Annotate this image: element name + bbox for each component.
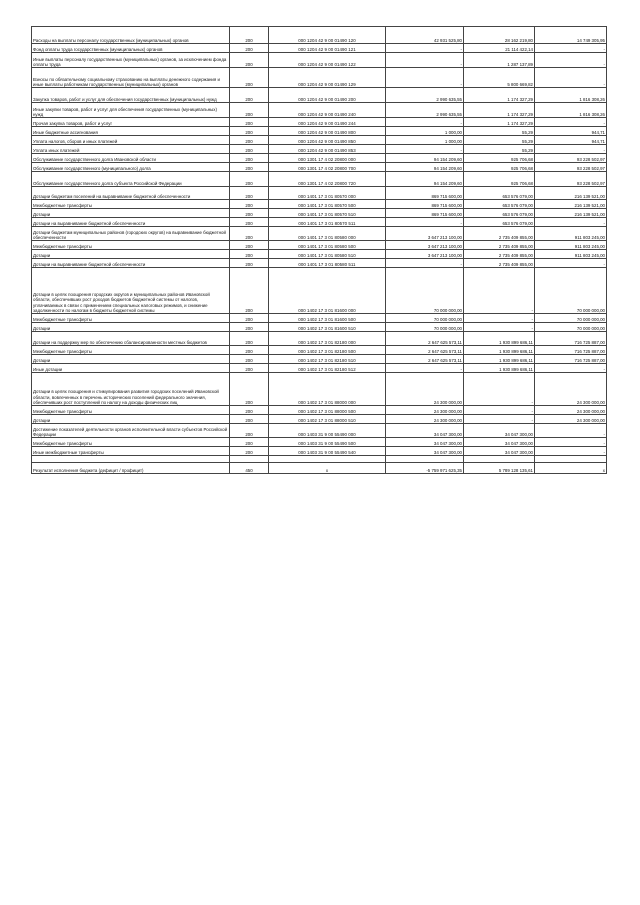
row-code-cell: 200 — [230, 268, 269, 314]
row-name-cell: Межбюджетные трансферты — [32, 200, 230, 209]
row-approved-cell: 2 990 635,55 — [386, 88, 464, 103]
row-name-cell: Дотации — [32, 323, 230, 332]
row-approved-cell: 2 990 635,55 — [386, 103, 464, 118]
row-code-cell: 200 — [230, 314, 269, 323]
row-unexecuted-cell: 716 725 887,00 — [535, 346, 607, 355]
row-executed-cell: 653 576 079,00 — [464, 209, 535, 218]
row-unexecuted-cell: 93 228 502,97 — [535, 163, 607, 172]
row-approved-cell: 94 154 209,60 — [386, 163, 464, 172]
table-row — [32, 364, 607, 373]
row-executed-cell: 5 789 128 135,61 — [464, 463, 535, 474]
row-unexecuted-cell: 216 139 521,00 — [535, 187, 607, 200]
row-code-cell: 200 — [230, 53, 269, 68]
row-code-cell: 200 — [230, 406, 269, 415]
row-name-cell: Иные выплаты персоналу государственных (муниципальных) органов, за исключением фонда оплаты труда — [32, 53, 230, 68]
row-code-cell: 200 — [230, 438, 269, 447]
row-unexecuted-cell: - — [535, 364, 607, 373]
row-name-cell: Дотации на поддержку мер по обеспечению сбалансированности местных бюджетов — [32, 332, 230, 346]
row-kbk-cell: 000 1204 42 9 00 01490 129 — [269, 68, 386, 88]
row-executed-cell: 1 174 327,29 — [464, 118, 535, 127]
row-kbk-cell: 000 1301 17 4 02 20800 000 — [269, 154, 386, 163]
row-name-cell: Межбюджетные трансферты — [32, 241, 230, 250]
row-name-cell: Иные бюджетные ассигнования — [32, 127, 230, 136]
row-kbk-cell: 000 1402 17 3 01 88000 000 — [269, 373, 386, 406]
row-code-cell: 200 — [230, 241, 269, 250]
row-name-cell: Дотации бюджетам поселений на выравнивание бюджетной обеспеченности — [32, 187, 230, 200]
table-row — [32, 68, 607, 88]
row-name-cell: Межбюджетные трансферты — [32, 438, 230, 447]
table-row — [32, 406, 607, 415]
row-executed-cell: 55,29 — [464, 145, 535, 154]
row-executed-cell: 925 706,68 — [464, 163, 535, 172]
table-row — [32, 259, 607, 268]
row-approved-cell: 2 647 625 573,11 — [386, 346, 464, 355]
table-row — [32, 463, 607, 474]
row-executed-cell: 1 930 899 686,11 — [464, 346, 535, 355]
row-kbk-cell: 000 1402 17 3 01 88000 500 — [269, 406, 386, 415]
table-row — [32, 154, 607, 163]
row-executed-cell: - — [464, 323, 535, 332]
row-unexecuted-cell: x — [535, 463, 607, 474]
row-code-cell: 200 — [230, 163, 269, 172]
row-unexecuted-cell: 1 816 308,26 — [535, 103, 607, 118]
row-approved-cell: 3 647 213 100,00 — [386, 241, 464, 250]
row-executed-cell: 653 576 079,00 — [464, 200, 535, 209]
row-approved-cell: 34 047 300,00 — [386, 447, 464, 456]
row-kbk-cell: 000 1402 17 3 01 81600 000 — [269, 268, 386, 314]
row-kbk-cell: 000 1402 17 3 01 82180 500 — [269, 346, 386, 355]
table-row — [32, 447, 607, 456]
row-executed-cell: 653 576 079,00 — [464, 187, 535, 200]
table-row — [32, 53, 607, 68]
row-executed-cell: 34 047 300,00 — [464, 447, 535, 456]
row-name-cell: Результат исполнения бюджета (дефицит / профицит) — [32, 463, 230, 474]
row-kbk-cell: 000 1204 42 9 00 01490 240 — [269, 103, 386, 118]
table-row — [32, 268, 607, 314]
row-executed-cell: 2 735 409 855,00 — [464, 250, 535, 259]
table-row — [32, 415, 607, 424]
row-approved-cell: 70 000 000,00 — [386, 314, 464, 323]
table-body — [32, 27, 607, 474]
row-approved-cell: 1 000,00 — [386, 136, 464, 145]
row-code-cell: 450 — [230, 463, 269, 474]
row-executed-cell: 925 706,68 — [464, 172, 535, 187]
budget-execution-table — [31, 26, 607, 474]
row-unexecuted-cell: 24 300 000,00 — [535, 373, 607, 406]
row-name-cell: Дотации в целях поощрения городских округов и муниципальных районов Ивановской области, обеспечивших рост доходов бюджетов бюджетной системы от налогов, уплачиваемых в связи с применением специальных налоговых режимов, и снижение задолженности по налогам в бюджеты бюджетной системы — [32, 268, 230, 314]
row-name-cell: Дотации бюджетам муниципальных районов (городских округов) на выравнивание бюджетной обеспеченности — [32, 227, 230, 241]
row-code-cell: 200 — [230, 145, 269, 154]
row-name-cell: Иные закупки товаров, работ и услуг для обеспечения государственных (муниципальных) нужд — [32, 103, 230, 118]
row-unexecuted-cell: 944,71 — [535, 136, 607, 145]
row-approved-cell: - — [386, 44, 464, 53]
row-unexecuted-cell: 716 725 887,00 — [535, 332, 607, 346]
row-name-cell: Уплата налогов, сборов и иных платежей — [32, 136, 230, 145]
row-unexecuted-cell: 911 803 245,00 — [535, 241, 607, 250]
table-row — [32, 209, 607, 218]
row-unexecuted-cell: - — [535, 424, 607, 438]
row-executed-cell: - — [464, 415, 535, 424]
row-code-cell: 200 — [230, 424, 269, 438]
row-unexecuted-cell: - — [535, 44, 607, 53]
row-approved-cell: 2 647 625 573,11 — [386, 332, 464, 346]
row-name-cell: Иные дотации — [32, 364, 230, 373]
row-kbk-cell: 000 1402 17 3 01 82180 000 — [269, 332, 386, 346]
row-name-cell: Обслуживание государственного долга Ивановской области — [32, 154, 230, 163]
row-approved-cell: 94 154 209,60 — [386, 172, 464, 187]
row-kbk-cell: 000 1401 17 3 01 80580 500 — [269, 241, 386, 250]
row-executed-cell: 653 576 079,00 — [464, 218, 535, 227]
row-approved-cell: -5 759 971 625,35 — [386, 463, 464, 474]
row-code-cell: 200 — [230, 68, 269, 88]
row-approved-cell: 24 300 000,00 — [386, 373, 464, 406]
row-code-cell: 200 — [230, 250, 269, 259]
row-kbk-cell: 000 1301 17 4 02 20800 700 — [269, 163, 386, 172]
row-approved-cell: 34 047 300,00 — [386, 424, 464, 438]
row-kbk-cell: 000 1204 42 9 00 01490 121 — [269, 44, 386, 53]
row-unexecuted-cell: - — [535, 118, 607, 127]
row-kbk-cell: 000 1204 42 9 00 01490 800 — [269, 127, 386, 136]
row-kbk-cell: 000 1403 31 9 00 55490 500 — [269, 438, 386, 447]
row-name-cell: Иные межбюджетные трансферты — [32, 447, 230, 456]
row-unexecuted-cell: 716 725 887,00 — [535, 355, 607, 364]
row-executed-cell: - — [464, 314, 535, 323]
table-row — [32, 187, 607, 200]
row-executed-cell: 55,29 — [464, 127, 535, 136]
row-unexecuted-cell: - — [535, 145, 607, 154]
row-executed-cell: 2 735 409 855,00 — [464, 227, 535, 241]
row-kbk-cell: 000 1402 17 3 01 82180 512 — [269, 364, 386, 373]
row-code-cell: 200 — [230, 172, 269, 187]
row-name-cell: Межбюджетные трансферты — [32, 406, 230, 415]
row-executed-cell: 21 114 422,14 — [464, 44, 535, 53]
table-row — [32, 44, 607, 53]
row-kbk-cell: 000 1402 17 3 01 81600 500 — [269, 314, 386, 323]
row-approved-cell: - — [386, 218, 464, 227]
row-unexecuted-cell: 911 803 245,00 — [535, 250, 607, 259]
row-code-cell: 200 — [230, 103, 269, 118]
row-unexecuted-cell: 24 300 000,00 — [535, 406, 607, 415]
row-kbk-cell: 000 1401 17 3 01 80570 511 — [269, 218, 386, 227]
row-name-cell: Взносы по обязательному социальному страхованию на выплаты денежного содержания и иные выплаты работникам государственных (муниципальных) органов — [32, 68, 230, 88]
row-name-cell: Обслуживание государственного (муниципального) долга — [32, 163, 230, 172]
row-kbk-cell: 000 1401 17 3 01 80570 000 — [269, 187, 386, 200]
row-code-cell: 200 — [230, 259, 269, 268]
row-kbk-cell: 000 1402 17 3 01 81600 510 — [269, 323, 386, 332]
row-kbk-cell: 000 1204 42 9 00 01490 850 — [269, 136, 386, 145]
row-kbk-cell: 000 1204 42 9 00 01490 200 — [269, 88, 386, 103]
row-unexecuted-cell: 93 228 502,97 — [535, 154, 607, 163]
row-approved-cell: 3 647 213 100,00 — [386, 227, 464, 241]
row-unexecuted-cell: 944,71 — [535, 127, 607, 136]
row-code-cell: 200 — [230, 373, 269, 406]
row-approved-cell: 94 154 209,60 — [386, 154, 464, 163]
row-kbk-cell: x — [269, 463, 386, 474]
row-approved-cell: 2 647 625 573,11 — [386, 355, 464, 364]
row-unexecuted-cell: - — [535, 218, 607, 227]
row-kbk-cell — [269, 456, 386, 463]
row-code-cell: 200 — [230, 127, 269, 136]
row-name-cell: Дотации — [32, 355, 230, 364]
row-name-cell: Дотации — [32, 250, 230, 259]
row-approved-cell: - — [386, 259, 464, 268]
row-name-cell: Прочая закупка товаров, работ и услуг — [32, 118, 230, 127]
row-executed-cell: 34 047 300,00 — [464, 438, 535, 447]
row-name-cell: Дотации на выравнивание бюджетной обеспеченности — [32, 218, 230, 227]
table-row — [32, 88, 607, 103]
table-row — [32, 27, 607, 44]
row-kbk-cell: 000 1401 17 3 01 80570 500 — [269, 200, 386, 209]
row-unexecuted-cell: 70 000 000,00 — [535, 314, 607, 323]
table-row — [32, 227, 607, 241]
row-executed-cell: 1 930 899 686,11 — [464, 332, 535, 346]
row-unexecuted-cell: - — [535, 68, 607, 88]
row-name-cell: Достижение показателей деятельности органов исполнительной власти субъектов Российской Федерации — [32, 424, 230, 438]
row-name-cell — [32, 456, 230, 463]
row-unexecuted-cell: 70 000 000,00 — [535, 323, 607, 332]
row-kbk-cell: 000 1204 42 9 00 01490 244 — [269, 118, 386, 127]
row-approved-cell: 24 300 000,00 — [386, 406, 464, 415]
row-code-cell: 200 — [230, 200, 269, 209]
row-unexecuted-cell: 93 228 502,97 — [535, 172, 607, 187]
row-code-cell: 200 — [230, 346, 269, 355]
row-kbk-cell: 000 1402 17 3 01 88000 510 — [269, 415, 386, 424]
row-approved-cell: 869 715 600,00 — [386, 200, 464, 209]
row-name-cell: Межбюджетные трансферты — [32, 314, 230, 323]
row-name-cell: Дотации в целях поощрения и стимулирования развития городских поселений Ивановской области, вовлеченных в перечень исторических поселений федерального значения, обеспечивших рост поступлений по налогу на доходы физических лиц — [32, 373, 230, 406]
row-approved-cell: 34 047 300,00 — [386, 438, 464, 447]
row-executed-cell: 34 047 300,00 — [464, 424, 535, 438]
row-unexecuted-cell: - — [535, 447, 607, 456]
table-row — [32, 346, 607, 355]
row-executed-cell: 1 287 137,89 — [464, 53, 535, 68]
row-kbk-cell: 000 1401 17 3 01 80580 000 — [269, 227, 386, 241]
table-row — [32, 127, 607, 136]
row-approved-cell: 3 647 213 100,00 — [386, 250, 464, 259]
row-code-cell: 200 — [230, 364, 269, 373]
row-executed-cell — [464, 456, 535, 463]
row-unexecuted-cell: 70 000 000,00 — [535, 268, 607, 314]
row-approved-cell: - — [386, 68, 464, 88]
row-code-cell: 200 — [230, 355, 269, 364]
row-unexecuted-cell: - — [535, 438, 607, 447]
row-approved-cell: - — [386, 53, 464, 68]
row-name-cell: Уплата иных платежей — [32, 145, 230, 154]
row-executed-cell: 1 930 899 686,11 — [464, 364, 535, 373]
row-code-cell: 200 — [230, 332, 269, 346]
table-row — [32, 163, 607, 172]
table-row — [32, 355, 607, 364]
row-executed-cell: 2 735 409 855,00 — [464, 259, 535, 268]
table-row — [32, 314, 607, 323]
row-approved-cell: - — [386, 364, 464, 373]
table-row — [32, 103, 607, 118]
row-executed-cell: 1 174 327,29 — [464, 88, 535, 103]
row-code-cell: 200 — [230, 44, 269, 53]
row-code-cell: 200 — [230, 118, 269, 127]
row-executed-cell: 5 800 669,82 — [464, 68, 535, 88]
row-kbk-cell: 000 1403 31 9 00 55490 540 — [269, 447, 386, 456]
row-code-cell: 200 — [230, 88, 269, 103]
row-executed-cell: - — [464, 373, 535, 406]
row-code-cell: 200 — [230, 323, 269, 332]
row-kbk-cell: 000 1403 31 9 00 55490 000 — [269, 424, 386, 438]
row-approved-cell — [386, 456, 464, 463]
row-code-cell: 200 — [230, 27, 269, 44]
table-row — [32, 241, 607, 250]
row-name-cell: Дотации на выравнивание бюджетной обеспеченности — [32, 259, 230, 268]
row-approved-cell: - — [386, 145, 464, 154]
row-code-cell: 200 — [230, 218, 269, 227]
row-code-cell: 200 — [230, 227, 269, 241]
row-unexecuted-cell: - — [535, 259, 607, 268]
row-name-cell: Фонд оплаты труда государственных (муниципальных) органов — [32, 44, 230, 53]
table-row — [32, 172, 607, 187]
row-name-cell: Закупка товаров, работ и услуг для обеспечения государственных (муниципальных) нужд — [32, 88, 230, 103]
row-kbk-cell: 000 1401 17 3 01 80570 510 — [269, 209, 386, 218]
row-approved-cell: 42 931 525,80 — [386, 27, 464, 44]
row-unexecuted-cell — [535, 456, 607, 463]
row-unexecuted-cell: - — [535, 53, 607, 68]
table-row — [32, 438, 607, 447]
row-unexecuted-cell: 911 803 245,00 — [535, 227, 607, 241]
row-approved-cell: 70 000 000,00 — [386, 323, 464, 332]
table-row — [32, 200, 607, 209]
row-executed-cell: - — [464, 406, 535, 415]
row-executed-cell: 1 930 899 686,11 — [464, 355, 535, 364]
row-executed-cell: 55,29 — [464, 136, 535, 145]
row-code-cell: 200 — [230, 154, 269, 163]
row-name-cell: Межбюджетные трансферты — [32, 346, 230, 355]
table-row — [32, 456, 607, 463]
row-kbk-cell: 000 1401 17 3 01 80580 510 — [269, 250, 386, 259]
row-approved-cell: - — [386, 118, 464, 127]
row-approved-cell: 24 300 000,00 — [386, 415, 464, 424]
row-approved-cell: 70 000 000,00 — [386, 268, 464, 314]
row-kbk-cell: 000 1204 42 9 00 01490 120 — [269, 27, 386, 44]
table-row — [32, 118, 607, 127]
table-row — [32, 332, 607, 346]
row-code-cell: 200 — [230, 209, 269, 218]
row-executed-cell: 925 706,68 — [464, 154, 535, 163]
row-name-cell: Расходы на выплаты персоналу государственных (муниципальных) органов — [32, 27, 230, 44]
table-row — [32, 218, 607, 227]
row-unexecuted-cell: 1 816 308,26 — [535, 88, 607, 103]
row-executed-cell: 2 735 409 855,00 — [464, 241, 535, 250]
row-kbk-cell: 000 1301 17 4 02 20800 720 — [269, 172, 386, 187]
table-row — [32, 424, 607, 438]
row-approved-cell: 1 000,00 — [386, 127, 464, 136]
row-approved-cell: 869 715 600,00 — [386, 209, 464, 218]
row-code-cell — [230, 456, 269, 463]
row-code-cell: 200 — [230, 447, 269, 456]
row-name-cell: Дотации — [32, 209, 230, 218]
row-name-cell: Обслуживание государственного долга субъекта Российской Федерации — [32, 172, 230, 187]
table-row — [32, 145, 607, 154]
row-unexecuted-cell: 24 300 000,00 — [535, 415, 607, 424]
table-row — [32, 373, 607, 406]
row-unexecuted-cell: 216 139 521,00 — [535, 209, 607, 218]
row-executed-cell: 28 162 219,80 — [464, 27, 535, 44]
row-executed-cell: - — [464, 268, 535, 314]
budget-table-page — [31, 26, 607, 474]
row-name-cell: Дотации — [32, 415, 230, 424]
row-unexecuted-cell: 14 749 305,95 — [535, 27, 607, 44]
row-executed-cell: 1 174 327,29 — [464, 103, 535, 118]
row-kbk-cell: 000 1402 17 3 01 82180 510 — [269, 355, 386, 364]
row-kbk-cell: 000 1204 42 9 00 01490 122 — [269, 53, 386, 68]
row-approved-cell: 869 715 600,00 — [386, 187, 464, 200]
row-code-cell: 200 — [230, 415, 269, 424]
table-row — [32, 250, 607, 259]
row-code-cell: 200 — [230, 136, 269, 145]
table-row — [32, 323, 607, 332]
row-kbk-cell: 000 1401 17 3 01 80580 511 — [269, 259, 386, 268]
row-code-cell: 200 — [230, 187, 269, 200]
table-row — [32, 136, 607, 145]
row-kbk-cell: 000 1204 42 9 00 01490 853 — [269, 145, 386, 154]
row-unexecuted-cell: 216 139 521,00 — [535, 200, 607, 209]
